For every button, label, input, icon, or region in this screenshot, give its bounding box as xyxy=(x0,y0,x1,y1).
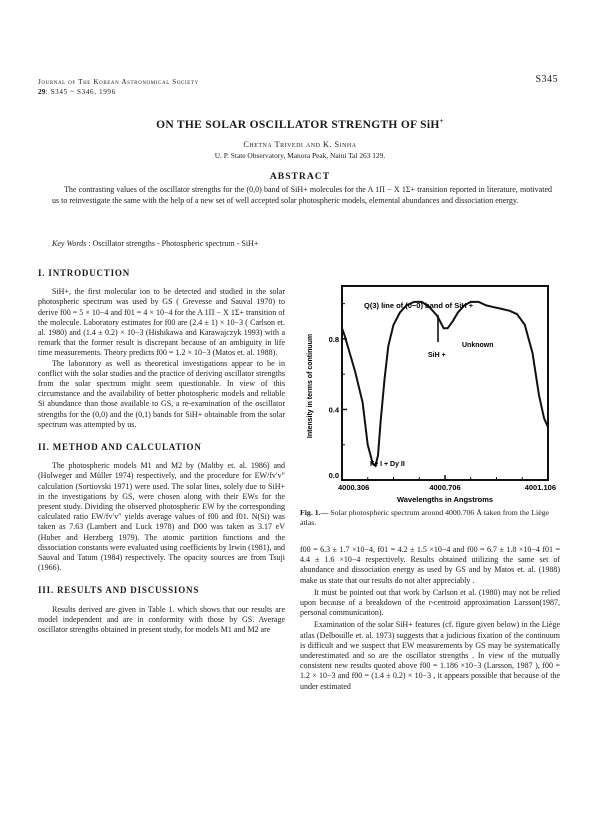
page-number: S345 xyxy=(535,74,558,85)
y-axis-label: Intensity in terms of continuum xyxy=(307,333,314,439)
unknown-label: Unknown xyxy=(462,342,494,349)
journal-name: Journal of The Korean Astronomical Society xyxy=(38,78,199,86)
intro-paragraph-2: The laboratory as well as theoretical investigations appear to be in conflict with the solar studies and the practice of deriving oscillator strengths from the solar spectrum might seem questionable. In view of this circumstance and the availability of better photospheric models and reliable Si abundance than those available to GS, a re-examination of the oscillator strengths for the (0,0) and the (0,1) bands for SiH+ obtainable from the solar spectrum was attempted by us. xyxy=(38,358,285,429)
sih-label: SiH + xyxy=(428,352,446,359)
paper-title-text: ON THE SOLAR OSCILLATOR STRENGTH OF SiH xyxy=(156,118,440,131)
paper-title-sup: + xyxy=(439,117,444,125)
figure-caption-text: Solar photospheric spectrum around 4000.706 Å taken from the Liège atlas. xyxy=(300,508,550,527)
axis-ticks xyxy=(329,304,556,492)
abstract-text: The contrasting values of the oscillator strengths for the (0,0) band of SiH+ molecules for the A 1Π − X 1Σ+ transition reported in literature, motivated us to reinvestigate the same with the help of a new set of well accepted solar photospheric models, elemental abundances and dissociation energy. xyxy=(52,185,552,205)
section-heading-method: II. METHOD AND CALCULATION xyxy=(38,442,202,453)
paper-affiliation: U. P. State Observatory, Manora Peak, Naini Tal 263 129. xyxy=(214,151,386,160)
journal-volume: 29 xyxy=(38,87,46,96)
paper-title xyxy=(0,117,600,131)
intro-paragraph-1: SiH+, the first molecular ion to be detected and studied in the solar photospheric spectrum was used by GS ( Grevesse and Sauval 1970) to derive f00 = 5 × 10−4 and f01 = 4 × 10−4 for the A 1Π − X 1Σ+ transition of the molecule. Laboratory estimates for f00 are (2.4 ± 1) × 10−3 ( Carlson et. al. 1980) and (1.4 ± 0.2) × 10−3 (Hishikawa and Karawajczyk 1993) with a remark that the former result is discrepant because of an ambiguity in life time measurements. Theory predicts f00 = 1.2 × 10−3 (Matos et. al. 1988). xyxy=(38,287,285,358)
y-tick-label: 0.4 xyxy=(328,405,339,415)
figure-caption xyxy=(300,508,560,527)
figure-caption-label: Fig. 1.— xyxy=(300,508,329,517)
journal-header xyxy=(38,78,199,97)
spectrum-figure xyxy=(298,278,560,506)
x-axis-label: Wavelengths in Angstroms xyxy=(396,495,494,504)
section-heading-introduction: I. INTRODUCTION xyxy=(38,268,131,278)
keywords-text: : Oscillator strengths - Photospheric spectrum - SiH+ xyxy=(88,239,259,248)
right-paragraph-2: It must be pointed out that work by Carlson et al. (1980) may not be relied upon because of a breakdown of the r-centroid approximation Larsson(1987, personal communication). xyxy=(300,587,560,618)
right-paragraph-1: f00 = 6.3 ± 1.7 ×10−4, f01 = 4.2 ± 1.5 ×10−4 and f00 = 6.7 ± 1.8 ×10−4 f01 = 4.4 ± 1.6 ×10−4 respectively. Results obtained utilizing the same set of abundance and dissociation energy as used by GS and by Matos et. al. (1988) make us state that our results do not alter appreciably . xyxy=(300,545,560,585)
right-column xyxy=(300,545,560,692)
paper-authors: Chetna Trivedi and K. Sinha xyxy=(243,140,357,149)
keywords-label: Key Words xyxy=(52,239,87,248)
right-paragraph-3: Examination of the solar SiH+ features (cf. figure given below) in the Liège atlas (Delbouille et. al. 1973) suggests that a judicious fixation of the continuum is difficult and we suspect that EW measurements by GS may be systematically underestimated and so are the oscillator strengths . In view of the mutually consistent new results quoted above f00 = 1.186 ×10−3 (Larsson, 1987 ), f00 = 1.2 × 10−3 and f00 = (1.4 ± 0.2) × 10−3 , it appears possible that because of the under estimated xyxy=(300,620,560,691)
x-tick-label: 4000.306 xyxy=(338,483,370,492)
spectrum-line xyxy=(342,302,548,466)
keywords xyxy=(52,239,552,248)
section-heading-results: III. RESULTS AND DISCUSSIONS xyxy=(38,585,200,596)
method-paragraph-1: The photospheric models M1 and M2 by (Maltby et. al. 1986) and (Holweger and Müller 1974) respectively, and the procedure for EW/fv′v″ calculation (Sortiovski 1971) were used. The solar lines, solely due to SiH+ in the investigations by GS, were chosen along with their EWs for the present study. Dividing the observed photospheric EW by the corresponding calculated ratio EW/fv′v″ yields average values of f00 and f01. N(Si) was taken as 7.63 (Lambert and Luck 1978) and D00 was taken as 3.17 eV (Huber and Herzberg 1979). The atomic partition functions and the dissociation constants were evaluated using coefficients by Irwin (1981), and Sauval and Tatum (1984) respectively. The opacity sources are from Tsuji (1966). xyxy=(38,461,285,573)
journal-volume-line xyxy=(38,88,199,98)
line-label-q3: Q(3) line of (0−0) band of SiH + xyxy=(364,301,474,310)
abstract-heading: ABSTRACT xyxy=(269,171,331,182)
fe-dy-label: Fe I + Dy II xyxy=(370,461,405,468)
x-tick-label: 4000.706 xyxy=(429,483,461,492)
y-tick-label: 0.8 xyxy=(328,334,339,344)
left-column xyxy=(38,268,285,635)
x-tick-label: 4001.106 xyxy=(524,483,556,492)
journal-pages: : S345 ~ S346, 1996 xyxy=(45,87,116,96)
y-tick-label: 0.0 xyxy=(328,471,339,480)
results-paragraph-1: Results derived are given in Table 1. which shows that our results are model independent and are in conformity with those by GS. Average oscillator strengths obtained in present study, for models M1 and M2 are xyxy=(38,604,285,635)
